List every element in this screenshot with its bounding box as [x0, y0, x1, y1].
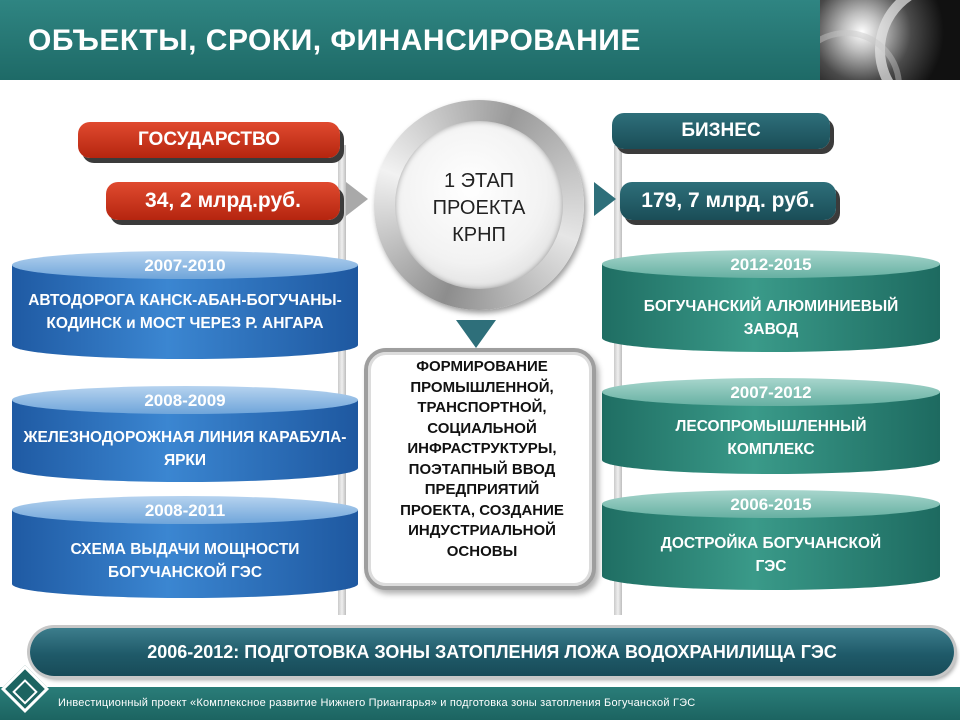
project-period: 2008-2011 [144, 501, 226, 520]
stage-line-2: ПРОЕКТА [432, 197, 526, 219]
arrow-left-icon [346, 182, 368, 216]
state-project-2 [12, 386, 358, 482]
description-line: ТРАНСПОРТНОЙ, [417, 399, 547, 416]
page-title: ОБЪЕКТЫ, СРОКИ, ФИНАНСИРОВАНИЕ [28, 24, 641, 57]
description-line: ПРОЕКТА, СОЗДАНИЕ [400, 501, 564, 519]
business-project-3 [602, 490, 940, 590]
center-description [374, 357, 590, 562]
business-heading: БИЗНЕС [612, 113, 830, 149]
description-line: ОСНОВЫ [446, 542, 518, 560]
project-title: ДОСТРОЙКА БОГУЧАНСКОЙ ГЭС [660, 535, 882, 575]
project-title: СХЕМА ВЫДАЧИ МОЩНОСТИ БОГУЧАНСКОЙ ГЭС [70, 541, 300, 581]
business-project-1 [602, 250, 940, 352]
project-period: 2008-2009 [144, 391, 226, 410]
project-period: 2006-2015 [730, 495, 812, 514]
header-decoration-image [820, 0, 960, 80]
arrow-down-icon [456, 320, 496, 348]
state-project-1 [12, 251, 358, 359]
state-project-3 [12, 496, 358, 598]
stage-circle-label [395, 168, 563, 249]
project-period: 2007-2012 [730, 383, 812, 402]
stage-line-1: 1 ЭТАП [443, 170, 515, 192]
description-line: ИНФРАСТРУКТУРЫ, [407, 440, 557, 457]
description-line: СОЦИАЛЬНОЙ [427, 419, 537, 437]
project-period: 2007-2010 [144, 256, 226, 275]
footer-bar [0, 687, 960, 720]
project-title: БОГУЧАНСКИЙ АЛЮМИНИЕВЫЙ ЗАВОД [643, 298, 899, 338]
description-line: ПОЭТАПНЫЙ ВВОД [408, 460, 556, 478]
description-line: ПРЕДПРИЯТИЙ [424, 481, 540, 498]
state-amount: 34, 2 млрд.руб. [106, 182, 340, 220]
business-amount: 179, 7 млрд. руб. [620, 182, 836, 220]
arrow-right-icon [594, 182, 616, 216]
description-line: ФОРМИРОВАНИЕ [416, 358, 548, 375]
project-period: 2012-2015 [730, 255, 812, 274]
project-title: ЖЕЛЕЗНОДОРОЖНАЯ ЛИНИЯ КАРАБУЛА-ЯРКИ [23, 429, 347, 469]
state-heading: ГОСУДАРСТВО [78, 122, 340, 158]
project-title: ЛЕСОПРОМЫШЛЕННЫЙ КОМПЛЕКС [675, 418, 867, 458]
description-line: ИНДУСТРИАЛЬНОЙ [408, 522, 556, 539]
project-title: АВТОДОРОГА КАНСК-АБАН-БОГУЧАНЫ-КОДИНСК и МОСТ ЧЕРЕЗ Р. АНГАРА [28, 292, 342, 332]
business-project-2 [602, 378, 940, 474]
description-line: ПРОМЫШЛЕННОЙ, [410, 378, 554, 396]
header-bar [0, 0, 960, 80]
stage-line-3: КРНП [452, 224, 506, 246]
flood-zone-bar: 2006-2012: ПОДГОТОВКА ЗОНЫ ЗАТОПЛЕНИЯ ЛОЖА ВОДОХРАНИЛИЩА ГЭС [30, 628, 954, 676]
footer-caption: Инвестиционный проект «Комплексное развитие Нижнего Приангарья» и подготовка зоны затопления Богучанской ГЭС [58, 697, 696, 709]
